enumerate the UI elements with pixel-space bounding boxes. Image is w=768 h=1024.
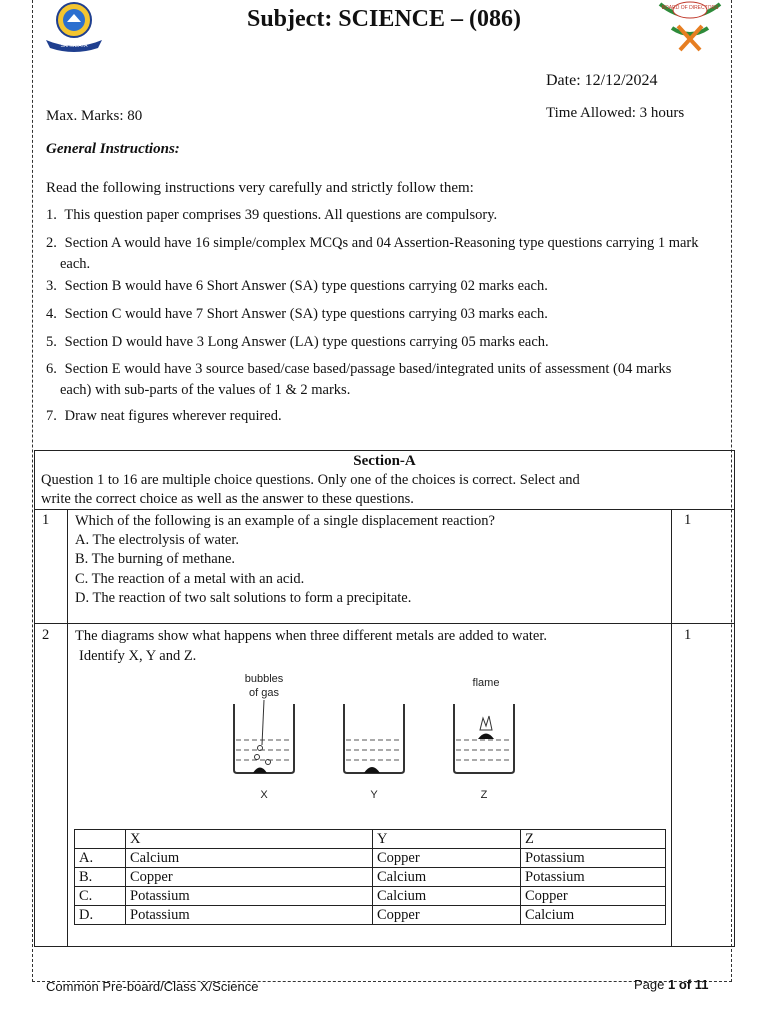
instruction-item — [46, 205, 736, 226]
table-cell: Potassium — [521, 849, 666, 868]
time-allowed: Time Allowed: 3 hours — [546, 105, 685, 121]
instruction-text: Section D would have 3 Long Answer (LA) type questions carrying 05 marks each. — [64, 334, 549, 350]
page-total: 11 — [694, 977, 709, 992]
instruction-text: Section C would have 7 Short Answer (SA) type questions carrying 03 marks each. — [64, 306, 548, 322]
instruction-text: This question paper comprises 39 questions. All questions are compulsory. — [64, 207, 498, 223]
instruction-item — [46, 276, 736, 297]
exam-date: Date: 12/12/2024 — [546, 72, 658, 89]
subject-title: Subject: SCIENCE – (086) — [246, 6, 521, 32]
column-divider — [671, 509, 672, 947]
instruction-text: Section E would have 3 source based/case based/passage based/integrated units of assessment (04 marks — [64, 361, 672, 377]
table-cell: Copper — [126, 868, 373, 887]
instruction-text: Section B would have 6 Short Answer (SA) type questions carrying 02 marks each. — [64, 278, 548, 294]
table-cell: Copper — [373, 906, 521, 925]
label-z: Z — [480, 789, 488, 801]
section-description-line: Question 1 to 16 are multiple choice questions. Only one of the choices is correct. Select and — [41, 472, 580, 488]
beaker-x — [234, 700, 294, 773]
question-number: 2 — [42, 627, 50, 643]
instruction-item — [46, 304, 736, 325]
instruction-text-continued: each) with sub-parts of the values of 1 & 2 marks. — [60, 382, 351, 398]
footer-page-number — [634, 977, 709, 992]
table-row — [75, 849, 666, 868]
section-title: Section-A — [353, 453, 416, 469]
table-cell: A. — [75, 849, 126, 868]
instruction-text: Draw neat figures wherever required. — [64, 408, 282, 424]
label-bubbles: bubbles — [244, 673, 284, 685]
table-header-cell: X — [126, 830, 373, 849]
row-divider — [34, 509, 735, 510]
instruction-number: 6. — [46, 361, 57, 377]
table-row — [75, 906, 666, 925]
column-divider — [67, 509, 68, 947]
footer-paper-name: Common Pre-board/Class X/Science — [46, 979, 259, 994]
instruction-number: 4. — [46, 306, 57, 322]
question-marks: 1 — [684, 512, 692, 528]
beaker-z — [454, 704, 514, 773]
option: D. The reaction of two salt solutions to form a precipitate. — [75, 590, 412, 606]
label-of-gas: of gas — [249, 687, 279, 699]
page-of: of — [678, 977, 692, 992]
table-cell: C. — [75, 887, 126, 906]
table-cell: Calcium — [521, 906, 666, 925]
table-cell: Calcium — [373, 868, 521, 887]
table-cell: D. — [75, 906, 126, 925]
instructions-intro: Read the following instructions very carefully and strictly follow them: — [46, 180, 474, 196]
instruction-item — [46, 406, 736, 427]
table-header-cell: Z — [521, 830, 666, 849]
metals-in-water-diagram — [224, 670, 524, 805]
question-marks: 1 — [684, 627, 692, 643]
label-flame: flame — [472, 677, 500, 689]
instruction-number: 3. — [46, 278, 57, 294]
beaker-y — [344, 704, 404, 773]
school-logo-text: SAHODAYA — [60, 43, 88, 49]
board-logo-text: BOARD OF DIRECTORS — [661, 5, 719, 11]
page-label: Page — [634, 977, 665, 992]
page-current: 1 — [668, 977, 676, 992]
table-cell: Potassium — [126, 887, 373, 906]
instruction-number: 1. — [46, 207, 57, 223]
label-y: Y — [370, 789, 378, 801]
table-cell: Calcium — [373, 887, 521, 906]
question-text: Which of the following is an example of a single displacement reaction? — [75, 513, 495, 529]
table-cell: B. — [75, 868, 126, 887]
max-marks: Max. Marks: 80 — [46, 108, 143, 124]
instruction-number: 7. — [46, 408, 57, 424]
option: B. The burning of methane. — [75, 551, 236, 567]
table-cell: Copper — [521, 887, 666, 906]
label-x: X — [260, 789, 268, 801]
table-row — [75, 868, 666, 887]
table-header-cell — [75, 830, 126, 849]
table-cell: Potassium — [521, 868, 666, 887]
option: A. The electrolysis of water. — [75, 532, 240, 548]
instruction-item — [46, 233, 736, 275]
question-text-continued: Identify X, Y and Z. — [79, 648, 197, 664]
row-divider — [34, 623, 735, 624]
section-description-line: write the correct choice as well as the answer to these questions. — [41, 491, 414, 507]
table-header-cell: Y — [373, 830, 521, 849]
table-row — [75, 887, 666, 906]
instruction-text: Section A would have 16 simple/complex MCQs and 04 Assertion-Reasoning type questions carrying 1 mark — [64, 235, 699, 251]
instruction-item — [46, 332, 736, 353]
table-cell: Calcium — [126, 849, 373, 868]
instructions-heading: General Instructions: — [46, 141, 180, 157]
instruction-text-continued: each. — [60, 256, 91, 272]
instruction-item — [46, 359, 736, 401]
table-cell: Potassium — [126, 906, 373, 925]
option: C. The reaction of a metal with an acid. — [75, 571, 305, 587]
instruction-number: 2. — [46, 235, 57, 251]
table-header-row — [75, 830, 666, 849]
section-description — [41, 471, 721, 509]
instruction-number: 5. — [46, 334, 57, 350]
question-number: 1 — [42, 512, 50, 528]
answer-options-table — [74, 829, 666, 925]
question-text: The diagrams show what happens when three different metals are added to water. — [75, 628, 548, 644]
table-cell: Copper — [373, 849, 521, 868]
